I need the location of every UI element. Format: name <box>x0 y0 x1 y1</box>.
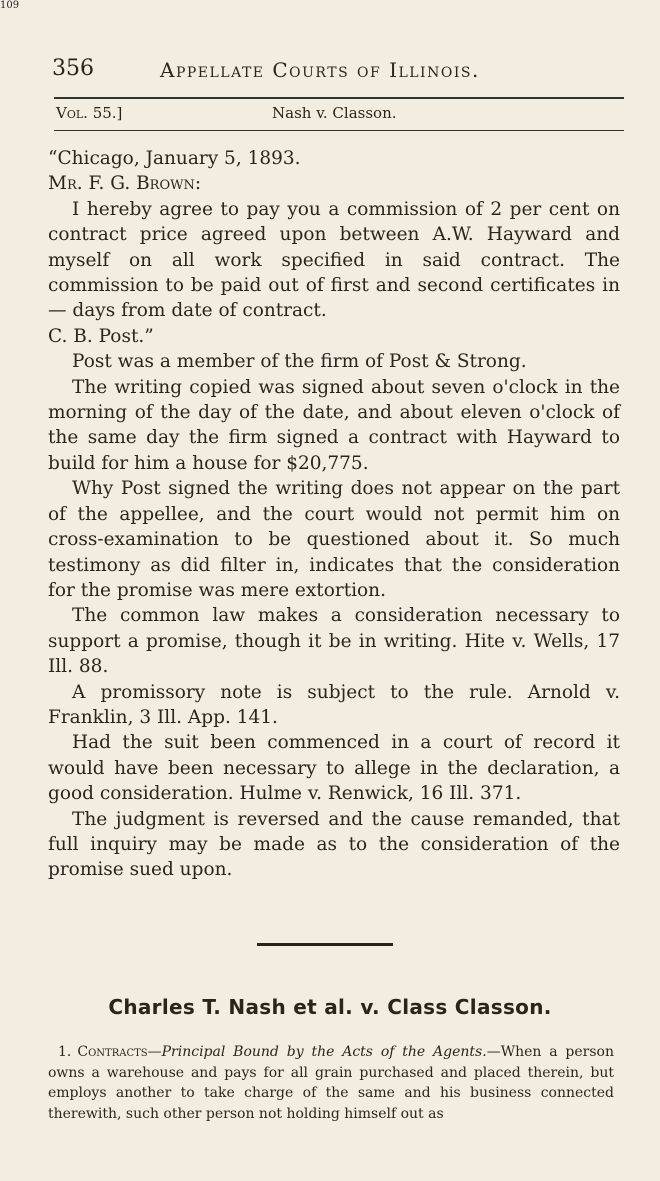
letter-body: I hereby agree to pay you a commission of 2 per cent on contract price agreed upon between A.W. Hayward and myself on all work specified in said contract. The commission to be paid out of first and second certificates in — days from date of contract. <box>48 198 620 322</box>
case-header: Nash v. Classon. <box>272 104 397 122</box>
paragraph: Had the suit been commenced in a court of record it would have been necessary to allege in the declaration, a good consideration. Hulme v. Renwick, 16 Ill. 371. <box>48 732 620 805</box>
header-rule-top <box>54 97 624 99</box>
headnote-keyword: Contracts <box>77 1044 148 1060</box>
sub-header <box>56 104 616 126</box>
paragraph: Why Post signed the writing does not appear on the part of the appellee, and the court would not permit him on cross-examination to be questioned about it. So much testimony as did filter in, indicates that the consideration for the promise was mere extortion. <box>48 478 620 601</box>
letter-dateline: “Chicago, January 5, 1893. <box>48 148 301 169</box>
section-divider <box>257 943 393 946</box>
headnote-text: —When a person owns a warehouse and pays for all grain purchased and placed therein, but employs another to take charge of the same and his business connected therewith, such other person not holding himself out as <box>48 1044 614 1122</box>
next-case-title: Charles T. Nash et al. v. Class Classon. <box>108 995 552 1019</box>
page-corner-mark: 109 <box>0 0 20 11</box>
header-rule-bottom <box>54 130 624 131</box>
volume-label: Vol. 55.] <box>56 104 123 122</box>
letter-addressee: Mr. F. G. Brown: <box>48 173 202 195</box>
headnote-topic: —Principal Bound by the Acts of the Agents. <box>147 1044 487 1060</box>
headnote <box>48 1042 614 1124</box>
page-number: 356 <box>52 56 94 81</box>
paragraph: A promissory note is subject to the rule. Arnold v. Franklin, 3 Ill. App. 141. <box>48 681 620 728</box>
running-head <box>52 56 522 86</box>
paragraph: The common law makes a consideration necessary to support a promise, though it be in writing. Hite v. Wells, 17 Ill. 88. <box>48 605 620 678</box>
headnote-number: 1. <box>58 1044 72 1060</box>
paragraph: The judgment is reversed and the cause remanded, that full inquiry may be made as to the consideration of the promise sued upon. <box>48 808 620 881</box>
paragraph: Post was a member of the firm of Post & Strong. <box>72 351 527 373</box>
letter-signature: C. B. Post.” <box>48 325 154 347</box>
opinion-body <box>48 146 620 883</box>
running-title: Appellate Courts of Illinois. <box>160 58 480 82</box>
paragraph: The writing copied was signed about seven o'clock in the morning of the day of the date, and about eleven o'clock of the same day the firm signed a contract with Hayward to build for him a house for $20,775. <box>48 376 620 474</box>
